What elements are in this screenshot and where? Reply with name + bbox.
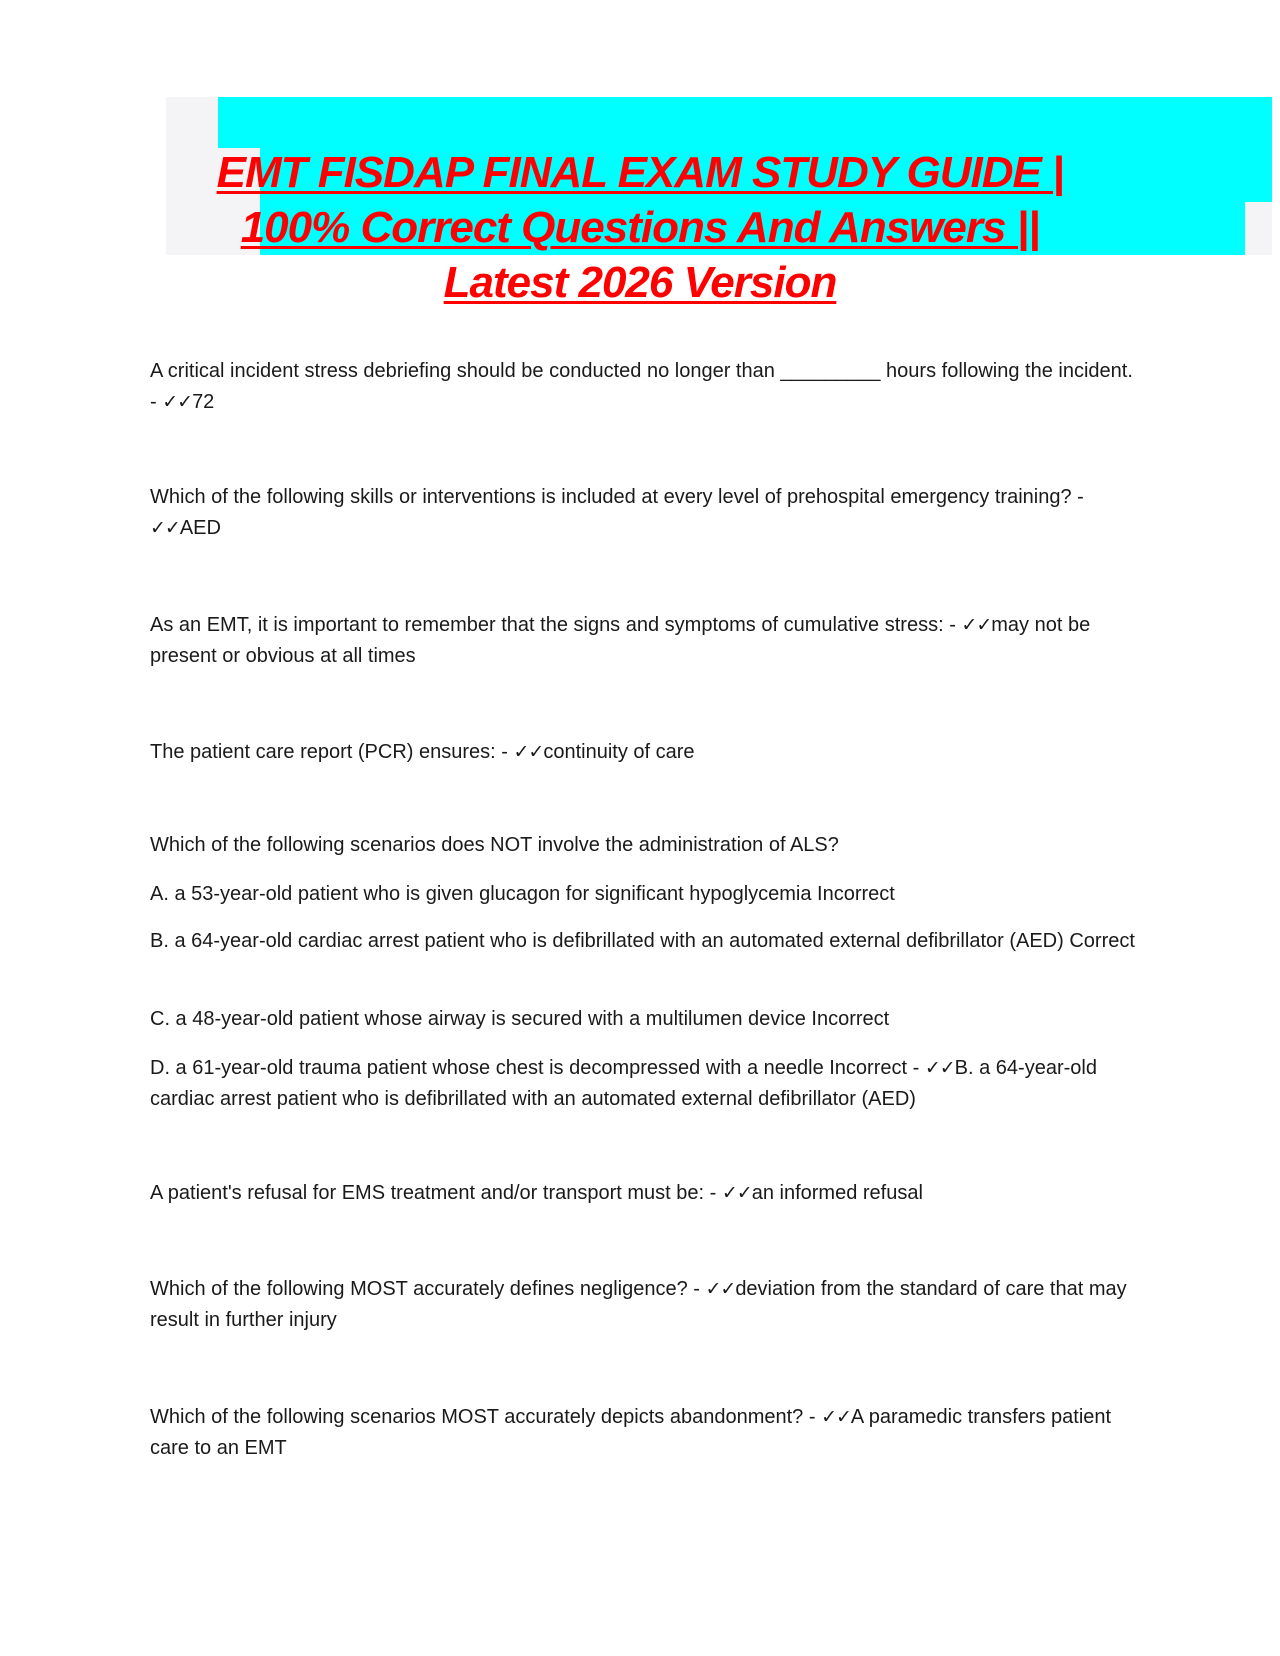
document-title (150, 145, 1130, 310)
answer-text: deviation from the standard of care that may result in further injury (150, 1278, 1127, 1331)
title-line-1: EMT FISDAP FINAL EXAM STUDY GUIDE | (216, 148, 1064, 197)
answer-text: 72 (192, 391, 215, 413)
mcq-question: Which of the following scenarios does NOT involve the administration of ALS? (150, 834, 839, 856)
answer-text: may not be present or obvious at all times (150, 614, 1091, 667)
title-highlight-cut (1245, 202, 1272, 255)
check-icon: ✓✓ (924, 1057, 955, 1079)
mcq-option-c: C. a 48-year-old patient whose airway is secured with a multilumen device Incorrect (150, 1008, 890, 1030)
question-text: Which of the following MOST accurately defines negligence? - (150, 1278, 706, 1300)
mcq-option-b: B. a 64-year-old cardiac arrest patient who is defibrillated with an automated external defibrillator (AED) Correct (150, 930, 1135, 952)
check-icon: ✓✓ (705, 1278, 736, 1300)
qa-item-7 (150, 1402, 1140, 1464)
check-icon: ✓✓ (961, 614, 992, 636)
qa-item-5 (150, 1178, 1140, 1209)
qa-item-3 (150, 610, 1140, 672)
qa-item-6 (150, 1274, 1140, 1336)
title-line-2: 100% Correct Questions And Answers || (240, 203, 1040, 252)
answer-text: AED (179, 517, 221, 539)
check-icon: ✓✓ (821, 1406, 851, 1428)
qa-item-1 (150, 356, 1140, 418)
answer-text: A paramedic transfers patient care to an EMT (150, 1406, 1112, 1459)
mcq-option-d (150, 1053, 1140, 1115)
question-text: Which of the following skills or interventions is included at every level of prehospital emergency training? - (150, 486, 1084, 508)
answer-text: an informed refusal (751, 1182, 923, 1204)
check-icon: ✓✓ (721, 1182, 752, 1204)
answer-text: continuity of care (543, 741, 695, 763)
check-icon: ✓✓ (513, 741, 544, 763)
check-icon: ✓✓ (162, 391, 193, 413)
qa-item-2 (150, 482, 1140, 544)
question-text: The patient care report (PCR) ensures: - (150, 741, 514, 763)
question-text: A critical incident stress debriefing should be conducted no longer than _________ hours following the incident. - (150, 360, 1133, 413)
mcq-option-a: A. a 53-year-old patient who is given glucagon for significant hypoglycemia Incorrect (150, 883, 895, 905)
check-icon: ✓✓ (150, 517, 180, 539)
question-text: As an EMT, it is important to remember that the signs and symptoms of cumulative stress: - (150, 614, 962, 636)
qa-item-4 (150, 737, 1140, 768)
title-line-3: Latest 2026 Version (443, 258, 837, 307)
option-d-text: D. a 61-year-old trauma patient whose chest is decompressed with a needle Incorrect - (150, 1057, 925, 1079)
mcq-answer-text: B. a 64-year-old cardiac arrest patient who is defibrillated with an automated external defibrillator (AED) (150, 1057, 1097, 1110)
question-text: A patient's refusal for EMS treatment and/or transport must be: - (150, 1182, 722, 1204)
question-text: Which of the following scenarios MOST accurately depicts abandonment? - (150, 1406, 822, 1428)
